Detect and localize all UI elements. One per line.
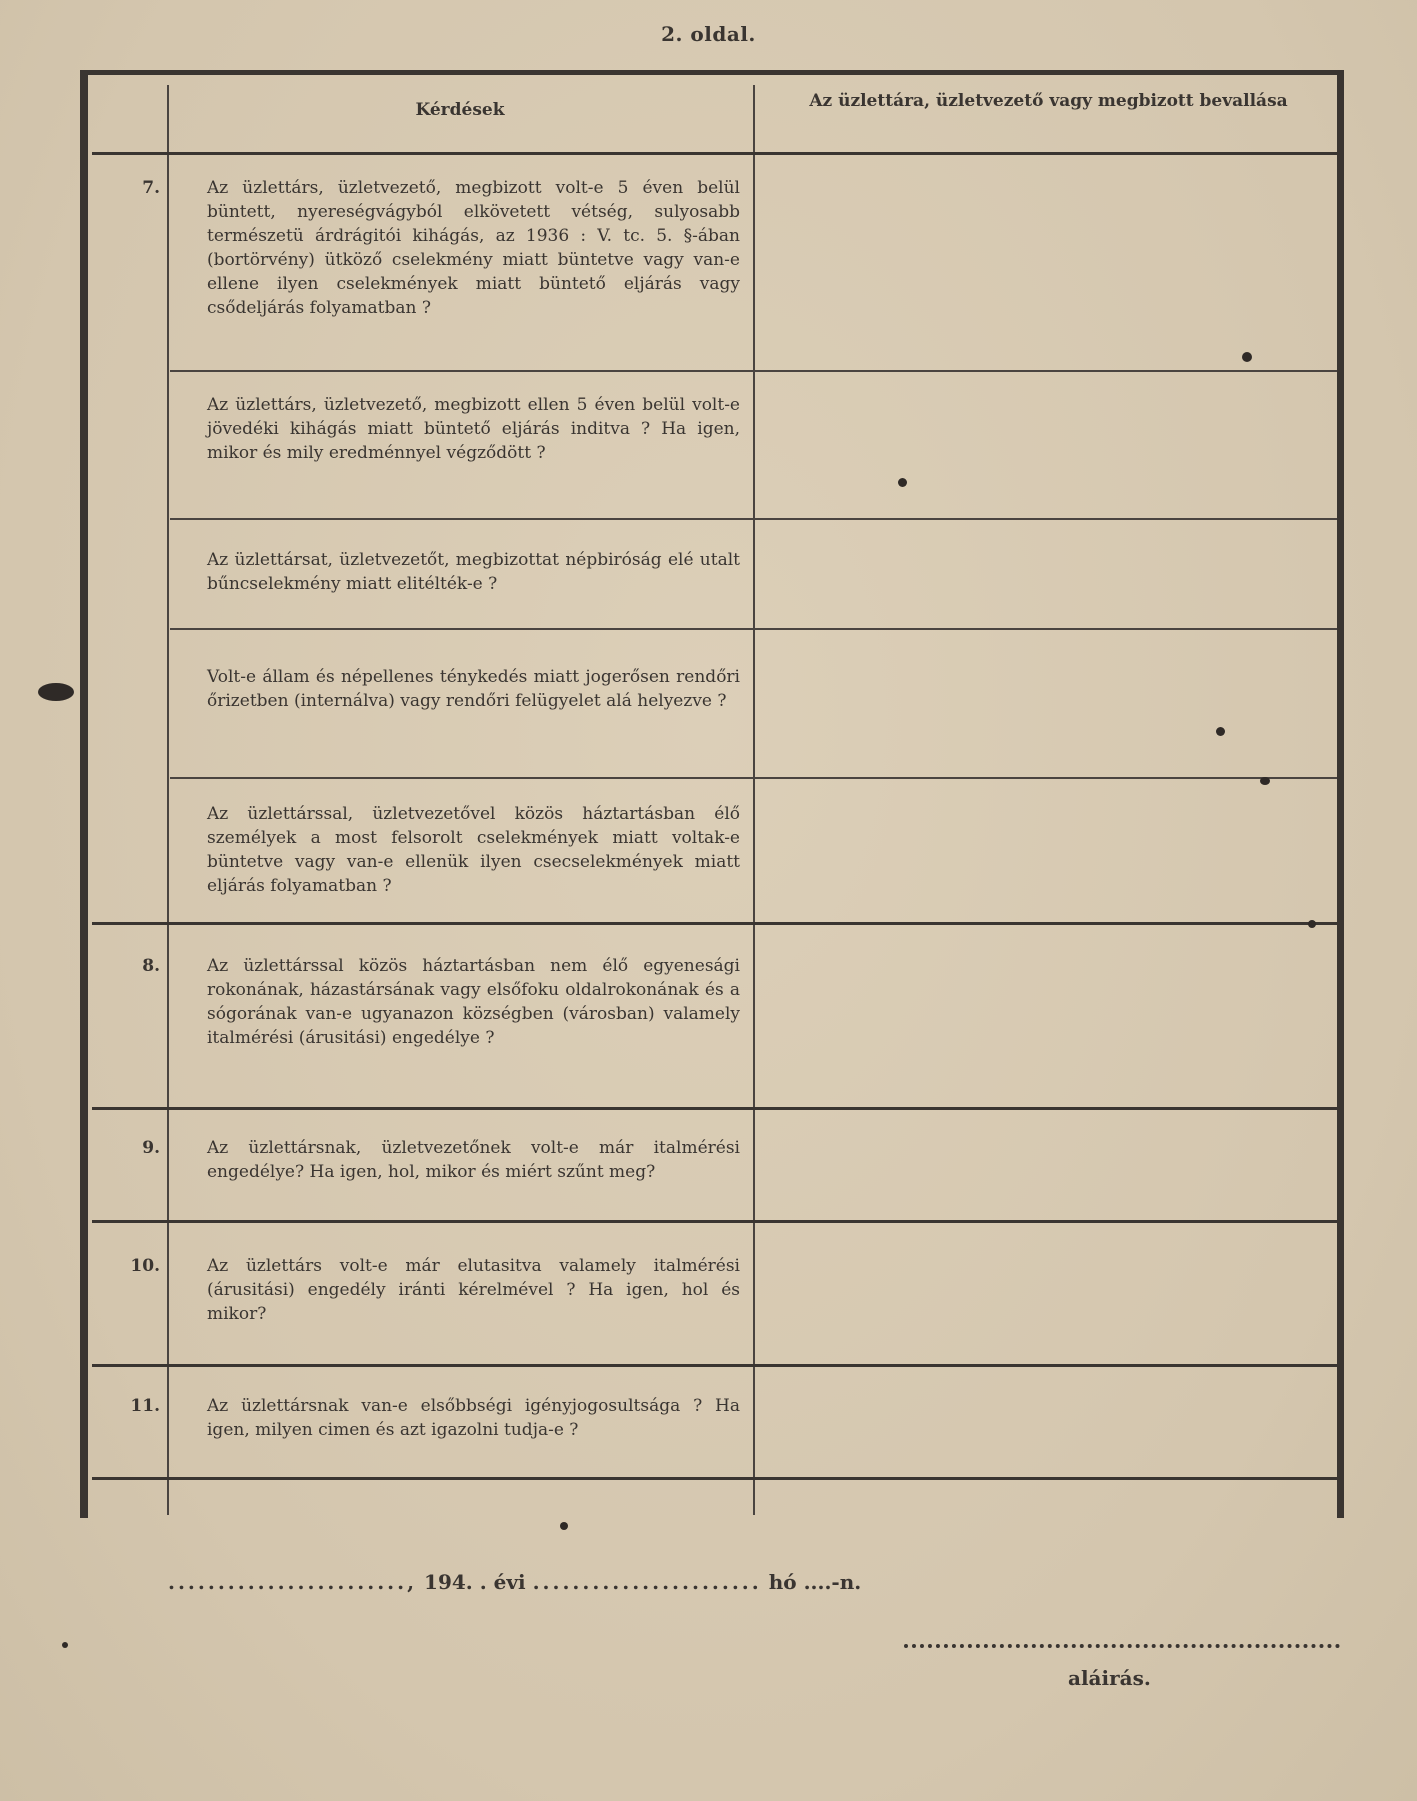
column-divider-number <box>167 85 169 1515</box>
ink-blot <box>38 683 74 701</box>
row-number: 11. <box>130 1396 160 1416</box>
day-blank: ....-n. <box>803 1570 862 1594</box>
signature-line <box>904 1644 1340 1648</box>
question-text: Az üzlettársnak van-e elsőbbségi igényjogosultsága ? Ha igen, milyen cimen és azt igazolni tudja-e ? <box>207 1396 740 1440</box>
ink-speck <box>1216 727 1225 736</box>
question-text: Az üzlettárssal, üzletvezetővel közös háztartásban élő személyek a most felsorolt cselekmények miatt voltak-e büntetve vagy van-e ellenük ilyen csecselekmények miatt eljárás folyamatban ? <box>207 804 740 896</box>
question-text: Az üzlettárs, üzletvezető, megbizott ellen 5 éven belül volt-e jövedéki kihágás miatt büntető eljárás inditva ? Ha igen, mikor és mily eredménnyel végződött ? <box>207 395 740 463</box>
month-label: hó <box>768 1570 797 1594</box>
ink-speck <box>1308 920 1316 928</box>
row-number: 9. <box>142 1138 160 1158</box>
answers-column-header: Az üzlettára, üzletvezető vagy megbizott bevallása <box>809 91 1288 111</box>
ink-speck <box>1242 352 1252 362</box>
question-text: Volt-e állam és népellenes ténykedés miatt jogerősen rendőri őrizetben (internálva) vagy rendőri felügyelet alá helyezve ? <box>207 667 740 711</box>
column-divider-answer <box>753 85 755 1515</box>
row-divider <box>170 777 1337 779</box>
row-divider-major <box>92 1107 1337 1110</box>
date-place-blank: ........................, <box>168 1570 418 1594</box>
question-text: Az üzlettárssal közös háztartásban nem élő egyenesági rokonának, házastársának vagy elsőfoku oldalrokonának és a sógorának van-e ugyanazon községben (városban) valamely italmérési (árusitási) engedélye ? <box>207 956 740 1048</box>
question-text: Az üzlettársnak, üzletvezetőnek volt-e már italmérési engedélye? Ha igen, hol, mikor és miért szűnt meg? <box>207 1138 740 1182</box>
row-divider-major <box>92 1364 1337 1367</box>
ink-speck <box>1260 777 1270 785</box>
row-divider <box>170 370 1337 372</box>
row-divider <box>170 628 1337 630</box>
questions-column-header: Kérdések <box>415 100 505 120</box>
row-number: 7. <box>142 178 160 198</box>
month-blank: ....................... <box>532 1570 762 1594</box>
question-text: Az üzlettársat, üzletvezetőt, megbizottat népbiróság elé utalt bűncselekmény miatt elitélték-e ? <box>207 550 740 594</box>
page-number-label: 2. oldal. <box>661 22 756 46</box>
row-divider <box>170 518 1337 520</box>
row-number: 10. <box>130 1256 160 1276</box>
signature-label: aláirás. <box>1068 1666 1151 1690</box>
ink-speck <box>898 478 907 487</box>
row-divider-major <box>92 922 1337 925</box>
date-line <box>168 1570 1208 1594</box>
ink-speck <box>560 1522 568 1530</box>
ink-speck <box>62 1642 68 1648</box>
header-divider <box>92 152 1337 155</box>
row-divider-major <box>92 1477 1337 1480</box>
row-number: 8. <box>142 956 160 976</box>
question-text: Az üzlettárs volt-e már elutasitva valamely italmérési (árusitási) engedély iránti kérelmével ? Ha igen, hol és mikor? <box>207 1256 740 1324</box>
year-prefix: 194. . <box>424 1570 487 1594</box>
row-divider-major <box>92 1220 1337 1223</box>
question-text: Az üzlettárs, üzletvezető, megbizott volt-e 5 éven belül büntett, nyereségvágyból elkövetett vétség, sulyosabb természetü árdrágitói kihágás, az 1936 : V. tc. 5. §-ában (bortörvény) ütköző cselekmény miatt büntetve vagy van-e ellene ilyen cselekmények miatt büntető eljárás vagy csődeljárás folyamatban ? <box>207 178 740 318</box>
year-label: évi <box>493 1570 526 1594</box>
